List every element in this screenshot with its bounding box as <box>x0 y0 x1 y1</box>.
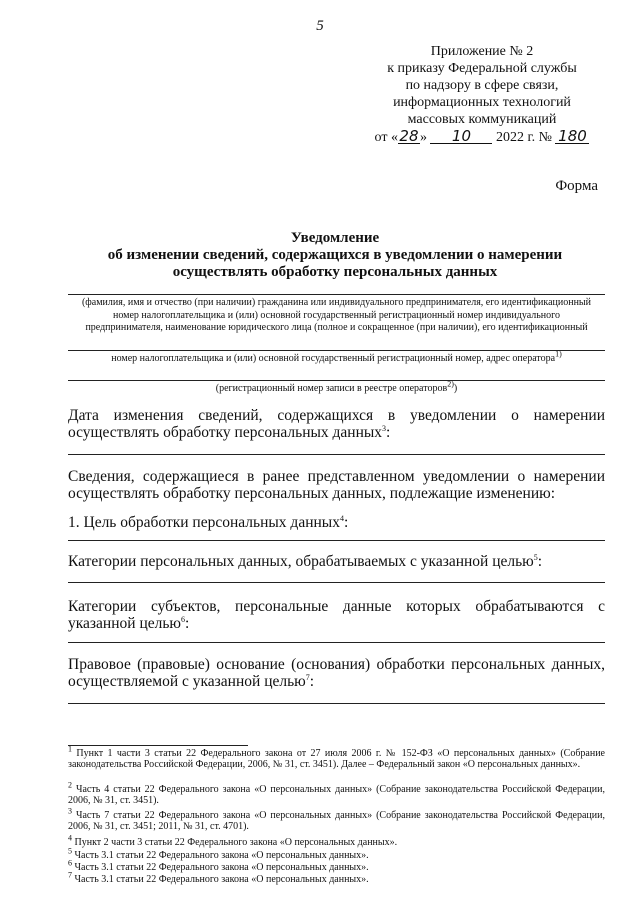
categories-subjects-text: Категории субъектов, персональные данные которых обрабатываются с указанной целью <box>68 598 605 632</box>
legal-basis-field-line[interactable] <box>68 703 605 704</box>
appendix-line: Приложение № 2 <box>430 44 534 59</box>
footnote-text: Пункт 2 части 3 статьи 22 Федерального закона «О персональных данных». <box>72 837 398 848</box>
appendix-header <box>352 43 612 146</box>
footnote-text: Часть 3.1 статьи 22 Федерального закона «О персональных данных». <box>72 850 369 861</box>
date-month: 10 <box>430 129 492 144</box>
footnote-mark: 4 <box>68 833 72 843</box>
footnote-text: Часть 7 статьи 22 Федерального закона «О персональных данных» (Собрание законодательства Российской Федерации, 2006, № 31, ст. 3451; 2011, № 31, ст. 4701). <box>68 810 605 833</box>
registry-close: ) <box>453 383 458 394</box>
date-prefix: от « <box>374 130 398 145</box>
footnote-2 <box>68 780 605 807</box>
footnote-separator <box>68 745 248 746</box>
page-number: 5 <box>316 18 324 34</box>
footnote-ref: 4 <box>339 513 344 523</box>
footnote-7 <box>68 870 605 885</box>
footnote-5 <box>68 846 605 861</box>
footnote-text: Пункт 1 части 3 статьи 22 Федерального закона от 27 июля 2006 г. № 152-ФЗ «О персональных данных» (Собрание законодательства Российской Федерации, 2006, № 31, ст. 3451). Далее – Федеральный закон «О персональных данных». <box>68 748 605 771</box>
footnote-1 <box>68 744 605 771</box>
registry-hint <box>68 379 605 396</box>
categories-data-label <box>68 553 605 570</box>
change-date-text: Дата изменения сведений, содержащихся в уведомлении о намерении осуществлять обработку персональных данных <box>68 407 605 441</box>
footnote-mark: 1 <box>68 744 72 754</box>
legal-basis-text: Правовое (правовые) основание (основания) обработки персональных данных, осуществляемой с указанной целью <box>68 656 605 690</box>
footnote-mark: 5 <box>68 846 72 856</box>
categories-data-field-line[interactable] <box>68 582 605 583</box>
order-number: 180 <box>555 129 589 144</box>
appendix-line: информационных технологий <box>393 95 571 110</box>
footnote-mark: 6 <box>68 858 72 868</box>
purpose-field-line[interactable] <box>68 540 605 541</box>
operator-ids-hint <box>68 349 605 366</box>
footnote-ref: 5 <box>533 552 538 562</box>
title-line: об изменении сведений, содержащихся в уведомлении о намерении <box>107 247 563 263</box>
info-to-change-label: Сведения, содержащиеся в ранее представленном уведомлении о намерении осуществлять обработку персональных данных, подлежащие изменению: <box>68 468 605 502</box>
date-mid: » <box>419 130 427 145</box>
form-label: Форма <box>555 178 598 194</box>
purpose-label <box>68 514 605 531</box>
date-day: 28 <box>399 127 419 145</box>
colon: : <box>309 673 315 690</box>
title-line: осуществлять обработку персональных данных <box>172 264 498 280</box>
colon: : <box>185 615 190 632</box>
operator-name-field-line[interactable] <box>68 294 605 295</box>
operator-name-hint: (фамилия, имя и отчество (при наличии) гражданина или индивидуального предпринимателя, его идентификационный номер налогоплательщика и (или) основной государственный регистрационный номер индивидуального предпринимателя, наименование юридического лица (полное и сокращенное (при наличии), его идентификационный <box>81 297 592 333</box>
footnote-4 <box>68 833 605 848</box>
change-date-label <box>68 407 605 441</box>
categories-subjects-label <box>68 598 605 632</box>
appendix-line: массовых коммуникаций <box>407 112 557 127</box>
appendix-date-line <box>352 129 612 146</box>
change-date-field-line[interactable] <box>68 454 605 455</box>
legal-basis-label <box>68 656 605 690</box>
footnote-text: Часть 3.1 статьи 22 Федерального закона «О персональных данных». <box>72 862 369 873</box>
document-title <box>100 230 570 281</box>
operator-ids-field-line[interactable] <box>68 350 605 351</box>
footnote-ref: 1) <box>555 349 562 359</box>
footnote-6 <box>68 858 605 873</box>
footnote-3 <box>68 806 605 833</box>
footnote-text: Часть 3.1 статьи 22 Федерального закона «О персональных данных». <box>72 874 369 885</box>
footnote-mark: 3 <box>68 806 72 816</box>
registry-number-field-line[interactable] <box>68 380 605 381</box>
title-line: Уведомление <box>290 230 380 246</box>
categories-data-text: Категории персональных данных, обрабатываемых с указанной целью <box>68 553 534 570</box>
registry-text: (регистрационный номер записи в реестре операторов <box>215 383 448 394</box>
footnote-ref: 7 <box>305 672 310 682</box>
colon: : <box>386 424 391 441</box>
footnote-mark: 2 <box>68 780 72 790</box>
categories-subjects-field-line[interactable] <box>68 642 605 643</box>
purpose-text: 1. Цель обработки персональных данных <box>68 514 340 531</box>
appendix-line: по надзору в сфере связи, <box>405 78 559 93</box>
date-year: 2022 г. № <box>495 130 552 145</box>
footnote-ref: 6 <box>181 614 185 624</box>
footnote-ref: 2) <box>447 379 454 389</box>
appendix-line: к приказу Федеральной службы <box>387 61 577 76</box>
colon: : <box>537 553 543 570</box>
colon: : <box>343 514 349 531</box>
footnote-mark: 7 <box>68 870 72 880</box>
footnote-ref: 3 <box>382 423 387 433</box>
operator-ids-text: номер налогоплательщика и (или) основной государственный регистрационный номер, адрес оператора <box>111 353 556 364</box>
footnote-text: Часть 4 статьи 22 Федерального закона «О персональных данных» (Собрание законодательства Российской Федерации, 2006, № 31, ст. 3451). <box>68 784 605 807</box>
